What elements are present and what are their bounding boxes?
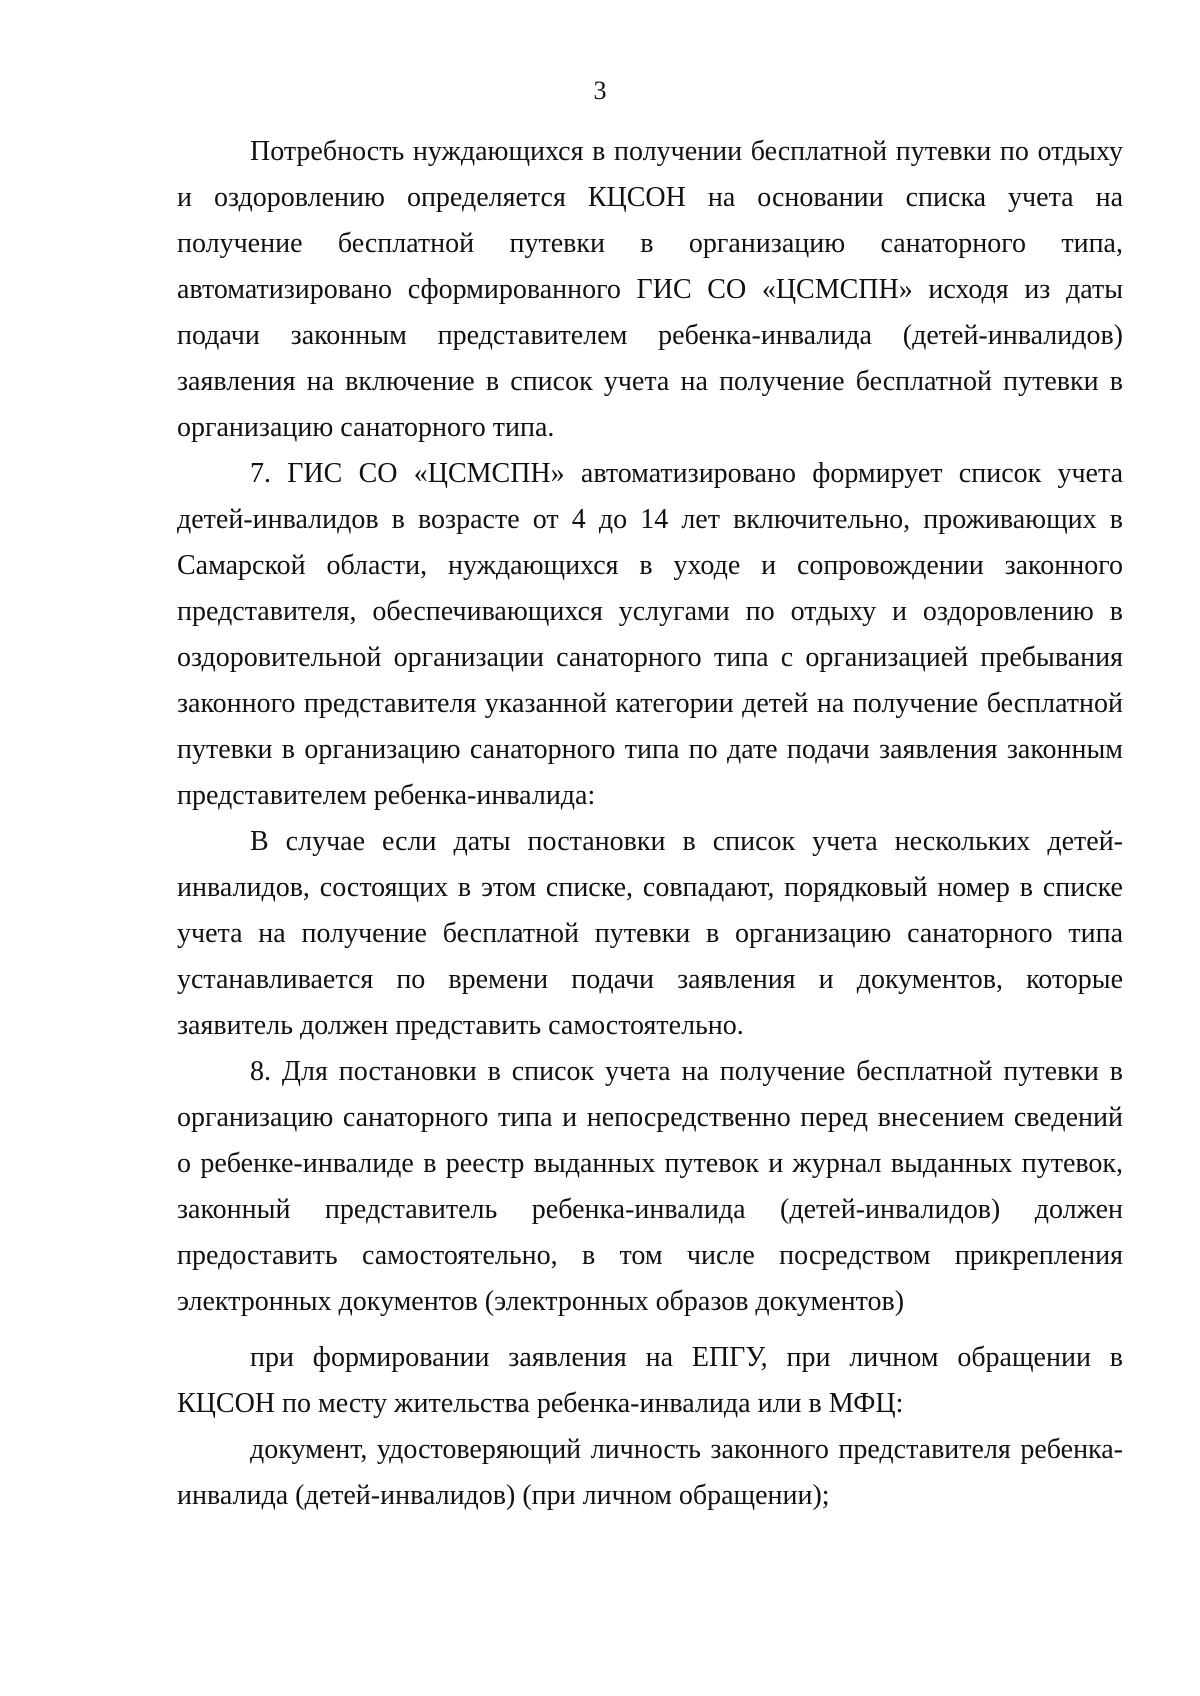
page-number: 3 (593, 76, 607, 105)
paragraph-identity-document: документ, удостоверяющий личность законного представителя ребенка-инвалида (детей-инвалидов) (при личном обращении); (177, 1434, 1123, 1511)
paragraph-item-8: 8. Для постановки в список учета на получение бесплатной путевки в организацию санаторного типа и непосредственно перед внесением сведений о ребенке-инвалиде в реестр выданных путевок и журнал выданных путевок, законный представитель ребенка-инвалида (детей-инвалидов) должен предоставить самостоятельно, в том числе посредством прикрепления электронных документов (электронных образов документов) (177, 1056, 1123, 1317)
paragraph-application-channels: при формировании заявления на ЕПГУ, при личном обращении в КЦСОН по месту жительства ребенка-инвалида или в МФЦ: (177, 1342, 1123, 1419)
paragraph-same-date-rule: В случае если даты постановки в список учета нескольких детей-инвалидов, состоящих в этом списке, совпадают, порядковый номер в списке учета на получение бесплатной путевки в организацию санаторного типа устанавливается по времени подачи заявления и документов, которые заявитель должен представить самостоятельно. (177, 826, 1123, 1041)
paragraph-need-determination: Потребность нуждающихся в получении бесплатной путевки по отдыху и оздоровлению определяется КЦСОН на основании списка учета на получение бесплатной путевки в организацию санаторного типа, автоматизировано сформированного ГИС СО «ЦСМСПН» исходя из даты подачи законным представителем ребенка-инвалида (детей-инвалидов) заявления на включение в список учета на получение бесплатной путевки в организацию санаторного типа. (177, 136, 1123, 443)
document-body (177, 129, 1123, 1519)
paragraph-item-7: 7. ГИС СО «ЦСМСПН» автоматизировано формирует список учета детей-инвалидов в возрасте от 4 до 14 лет включительно, проживающих в Самарской области, нуждающихся в уходе и сопровождении законного представителя, обеспечивающихся услугами по отдыху и оздоровлению в оздоровительной организации санаторного типа с организацией пребывания законного представителя указанной категории детей на получение бесплатной путевки в организацию санаторного типа по дате подачи заявления законным представителем ребенка-инвалида: (177, 458, 1123, 811)
